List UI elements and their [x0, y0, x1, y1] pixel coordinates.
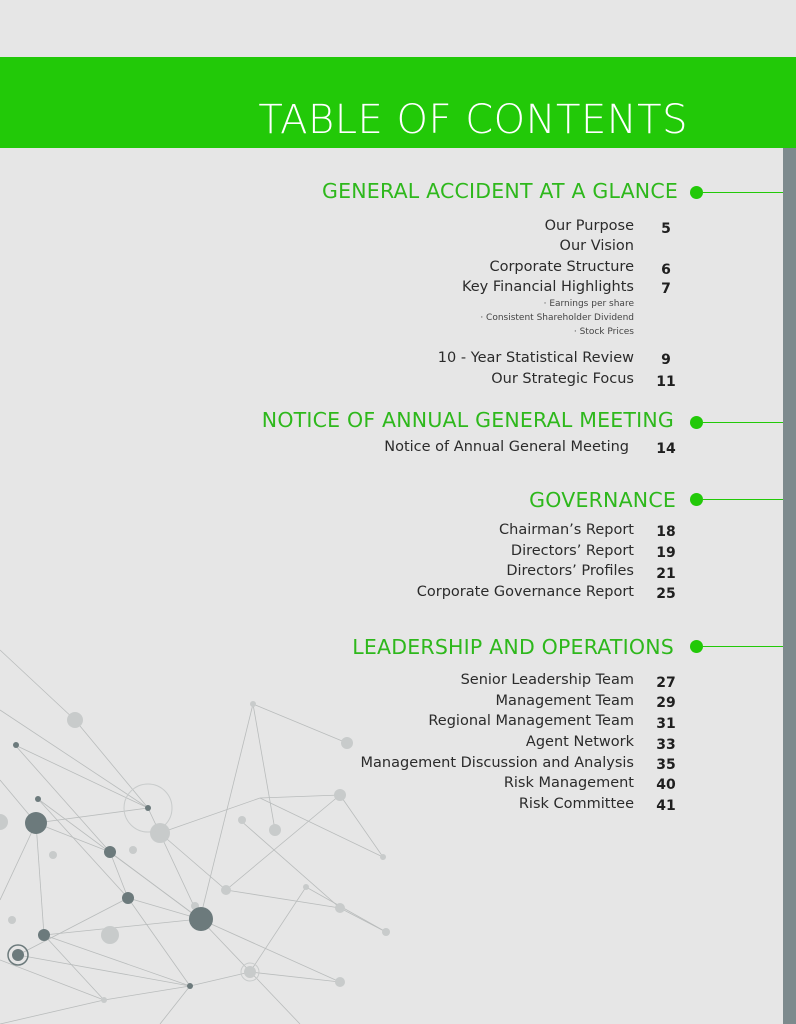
toc-entry-page[interactable]: 11 — [656, 374, 676, 390]
network-graphic — [0, 630, 400, 1024]
toc-entry-page[interactable]: 6 — [661, 262, 671, 278]
toc-entry-label[interactable]: Key Financial Highlights — [461, 279, 634, 295]
section-marker-dot — [690, 640, 703, 653]
toc-entry-page[interactable]: 14 — [656, 441, 676, 457]
toc-entry-page[interactable]: 41 — [656, 798, 676, 814]
toc-entry-page[interactable]: 40 — [656, 777, 676, 793]
section-connector-line — [703, 422, 783, 423]
section-connector-line — [703, 192, 783, 193]
section-heading: LEADERSHIP AND OPERATIONS — [352, 635, 674, 659]
section-marker-dot — [690, 416, 703, 429]
toc-entry-page[interactable]: 25 — [656, 586, 676, 602]
section-heading: NOTICE OF ANNUAL GENERAL MEETING — [261, 408, 674, 432]
section-connector-line — [703, 646, 783, 647]
section-marker-dot — [690, 493, 703, 506]
toc-entry-page[interactable]: 29 — [656, 695, 676, 711]
section-connector-line — [703, 499, 783, 500]
toc-entry-page[interactable]: 31 — [656, 716, 676, 732]
toc-entry-label[interactable]: Senior Leadership Team — [460, 672, 634, 688]
toc-entry-page[interactable]: 33 — [656, 737, 676, 753]
toc-entry-label[interactable]: Management Discussion and Analysis — [360, 755, 634, 771]
toc-entry-label[interactable]: Risk Management — [503, 775, 634, 791]
section-heading: GENERAL ACCIDENT AT A GLANCE — [322, 179, 678, 203]
toc-entry-page[interactable]: 7 — [661, 281, 671, 297]
toc-entry-label[interactable]: Our Strategic Focus — [491, 371, 634, 387]
toc-entry-label[interactable]: 10 - Year Statistical Review — [437, 350, 634, 366]
title-banner — [0, 57, 796, 148]
toc-sub-item: · Stock Prices — [573, 327, 634, 337]
toc-entry-label[interactable]: Directors’ Profiles — [506, 563, 634, 579]
toc-entry-label[interactable]: Agent Network — [525, 734, 634, 750]
toc-entry-label[interactable]: Risk Committee — [518, 796, 634, 812]
toc-entry-page[interactable]: 5 — [661, 221, 671, 237]
toc-entry-label[interactable]: Directors’ Report — [510, 543, 634, 559]
toc-entry-label[interactable]: Our Vision — [559, 238, 634, 254]
section-heading: GOVERNANCE — [529, 488, 676, 512]
toc-entry-label[interactable]: Our Purpose — [544, 218, 634, 234]
toc-entry-label[interactable]: Chairman’s Report — [499, 522, 634, 538]
toc-entry-page[interactable]: 21 — [656, 566, 676, 582]
toc-entry-page[interactable]: 9 — [661, 352, 671, 368]
toc-entry-page[interactable]: 18 — [656, 524, 676, 540]
toc-sub-item: · Consistent Shareholder Dividend — [480, 313, 634, 323]
section-marker-dot — [690, 186, 703, 199]
toc-entry-label[interactable]: Management Team — [495, 693, 634, 709]
toc-entry-page[interactable]: 19 — [656, 545, 676, 561]
toc-entry-label[interactable]: Regional Management Team — [428, 713, 634, 729]
toc-entry-label[interactable]: Corporate Structure — [489, 259, 634, 275]
toc-entry-page[interactable]: 35 — [656, 757, 676, 773]
toc-entry-label[interactable]: Corporate Governance Report — [416, 584, 634, 600]
side-rail — [783, 148, 796, 1024]
toc-entry-page[interactable]: 27 — [656, 675, 676, 691]
toc-entry-label[interactable]: Notice of Annual General Meeting — [384, 439, 629, 455]
toc-sub-item: · Earnings per share — [543, 299, 634, 309]
page-title: TABLE OF CONTENTS — [258, 97, 688, 143]
